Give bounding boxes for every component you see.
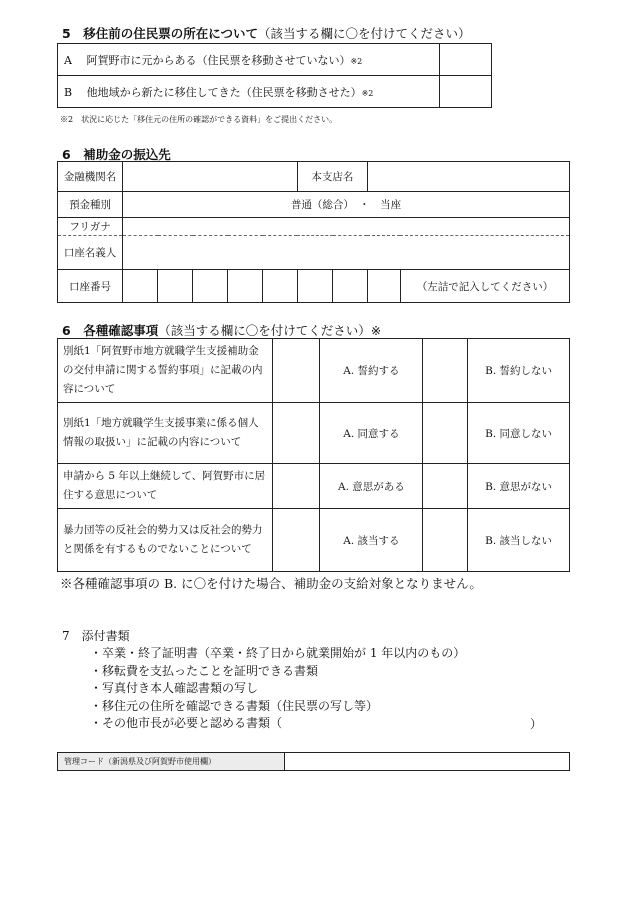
section6-confirm-heading: 6 各種確認事項（該当する欄に〇を付けてください）※ — [62, 323, 382, 338]
list-item: ・その他市長が必要と認める書類（ — [90, 716, 283, 730]
residence-row-b — [58, 76, 492, 108]
check-cell-a[interactable] — [272, 464, 320, 509]
closing-paren: ） — [530, 717, 543, 731]
digit-box[interactable] — [333, 270, 367, 303]
branch-input[interactable] — [367, 162, 569, 192]
section5-footnote: ※2 状況に応じた「移住元の住所の確認ができる資料」をご提出ください。 — [60, 115, 338, 124]
residence-row-a — [58, 44, 492, 76]
confirm-row — [58, 339, 570, 403]
management-table — [57, 752, 570, 771]
row-key: B — [64, 85, 73, 99]
section7-heading: 7 添付書類 — [62, 629, 130, 643]
option-b: B. 誓約しない — [468, 339, 570, 403]
account-type-options[interactable]: 普通（総合） ・ 当座 — [123, 192, 570, 218]
attachments-list — [90, 645, 465, 733]
digit-box[interactable] — [228, 270, 263, 303]
account-number-note: （左詰で記入してください） — [400, 270, 569, 303]
digit-box[interactable] — [158, 270, 193, 303]
list-item: ・卒業・終了証明書（卒業・終了日から就業開始が 1 年以内のもの） — [90, 646, 466, 660]
check-cell-b[interactable] — [423, 464, 468, 509]
list-item: ・移転費を支払ったことを証明できる書類 — [90, 663, 319, 678]
check-cell-b[interactable] — [423, 509, 468, 572]
institution-label: 金融機関名 — [58, 162, 123, 192]
option-a: A. 意思がある — [320, 464, 423, 509]
confirm-desc: 暴力団等の反社会的勢力又は反社会的勢力と関係を有するものでないことについて — [58, 509, 273, 572]
option-b: B. 該当しない — [468, 509, 570, 572]
row-key: A — [64, 53, 72, 67]
check-cell-a[interactable] — [272, 403, 320, 464]
branch-label: 本支店名 — [297, 162, 367, 192]
management-input[interactable] — [285, 753, 570, 771]
residence-table — [57, 43, 492, 108]
check-cell-a[interactable] — [440, 44, 492, 76]
bank-table — [57, 161, 570, 303]
check-cell-b[interactable] — [423, 403, 468, 464]
option-b: B. 意思がない — [468, 464, 570, 509]
furigana-row — [58, 218, 570, 236]
account-number-row — [58, 270, 570, 303]
confirm-row — [58, 464, 570, 509]
institution-row — [58, 162, 570, 192]
section6-bank-heading: 6 補助金の振込先 — [62, 147, 171, 162]
management-label: 管理コード（新潟県及び阿賀野市使用欄） — [58, 753, 285, 771]
digit-box[interactable] — [193, 270, 228, 303]
furigana-input[interactable] — [123, 218, 570, 236]
row-note: ※2 — [361, 88, 374, 98]
institution-input[interactable] — [123, 162, 298, 192]
confirm-row — [58, 403, 570, 464]
option-a: A. 同意する — [320, 403, 423, 464]
option-b: B. 同意しない — [468, 403, 570, 464]
furigana-label: フリガナ — [58, 218, 123, 236]
option-a: A. 誓約する — [320, 339, 423, 403]
holder-input[interactable] — [123, 236, 570, 270]
check-cell-b[interactable] — [440, 76, 492, 108]
option-a: A. 該当する — [320, 509, 423, 572]
row-text: 阿賀野市に元からある（住民票を移動させていない） — [86, 53, 351, 67]
check-cell-a[interactable] — [272, 509, 320, 572]
row-text: 他地域から新たに移住してきた（住民票を移動させた） — [86, 85, 362, 99]
check-cell-b[interactable] — [423, 339, 468, 403]
row-note: ※2 — [350, 56, 363, 66]
holder-row — [58, 236, 570, 270]
check-cell-a[interactable] — [272, 339, 320, 403]
account-type-row — [58, 192, 570, 218]
digit-box[interactable] — [263, 270, 298, 303]
confirm-desc: 別紙1「地方就職学生支援事業に係る個人情報の取扱い」に記載の内容について — [58, 403, 273, 464]
confirm-footnote: ※各種確認事項の B. に〇を付けた場合、補助金の支給対象となりません。 — [60, 576, 482, 591]
confirm-desc: 別紙1「阿賀野市地方就職学生支援補助金の交付申請に関する誓約事項」に記載の内容について — [58, 339, 273, 403]
digit-box[interactable] — [123, 270, 158, 303]
confirm-desc: 申請から 5 年以上継続して、阿賀野市に居住する意思について — [58, 464, 273, 509]
confirm-row — [58, 509, 570, 572]
account-type-label: 預金種別 — [58, 192, 123, 218]
digit-box[interactable] — [297, 270, 332, 303]
list-item: ・写真付き本人確認書類の写し — [90, 681, 259, 695]
digit-box[interactable] — [367, 270, 400, 303]
holder-label: 口座名義人 — [58, 236, 123, 270]
confirmation-table — [57, 338, 570, 572]
account-number-label: 口座番号 — [58, 270, 123, 303]
section5-heading: 5 移住前の住民票の所在について（該当する欄に〇を付けてください） — [62, 26, 471, 41]
list-item: ・移住元の住所を確認できる書類（住民票の写し等） — [90, 698, 379, 713]
